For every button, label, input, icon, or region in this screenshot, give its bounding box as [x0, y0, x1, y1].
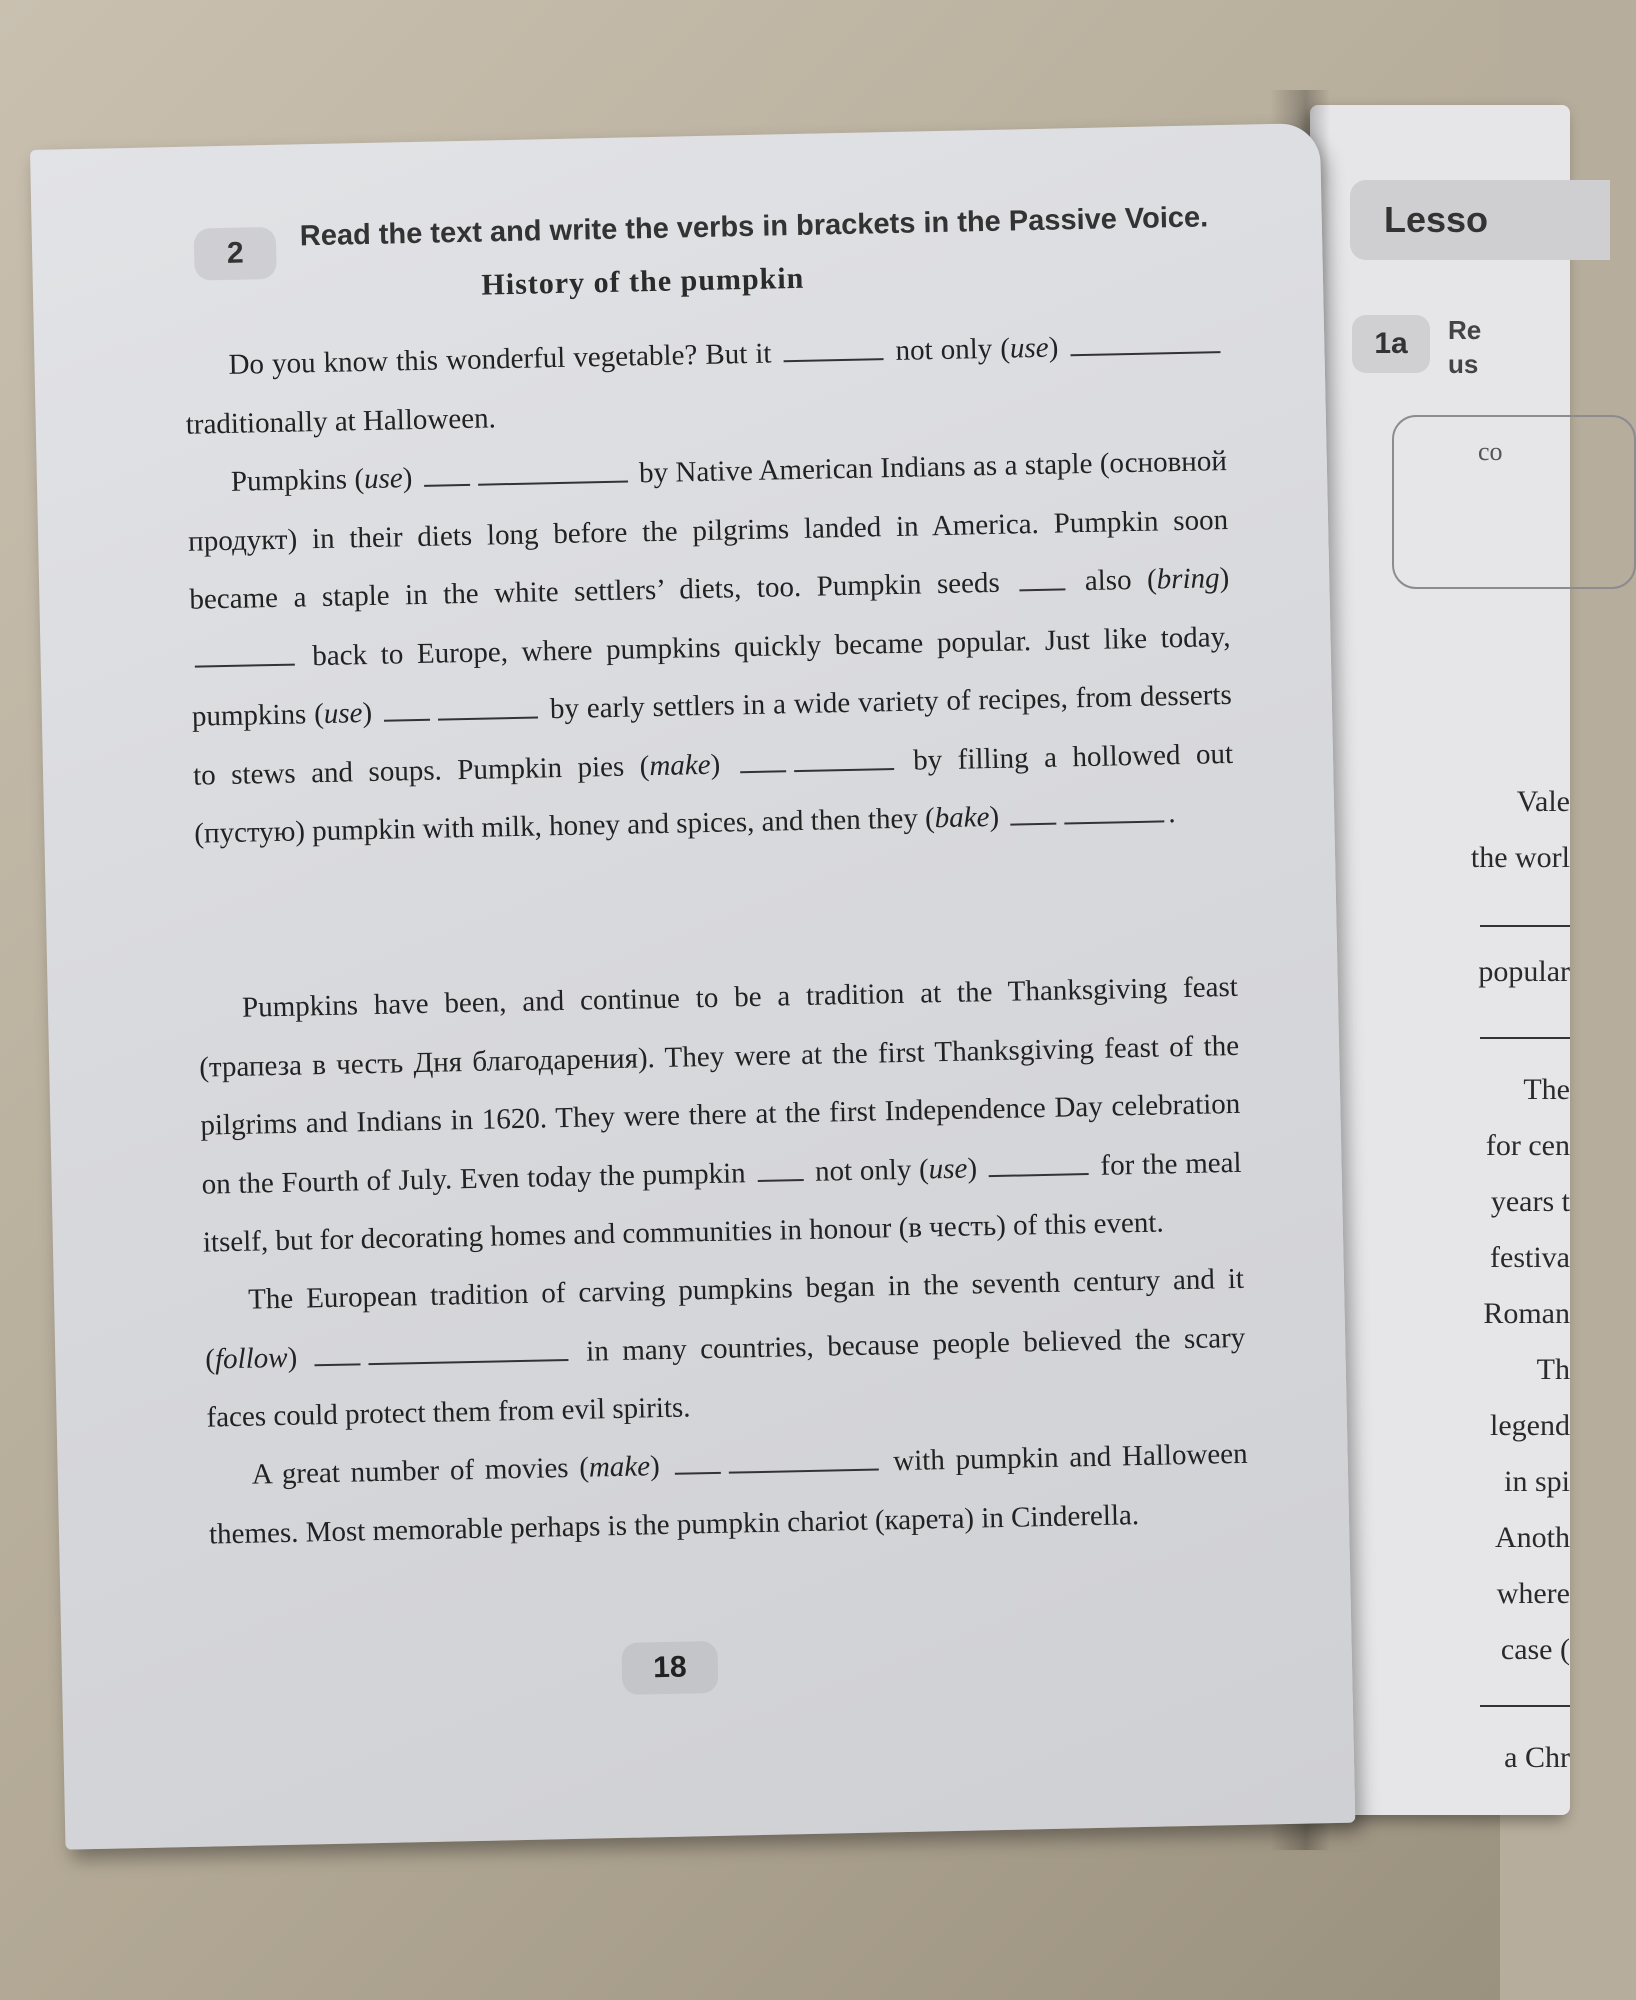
verb-hint: follow	[214, 1341, 288, 1375]
exercise-1a-instruction	[1448, 313, 1568, 381]
answer-blank[interactable]	[794, 767, 894, 772]
answer-blank	[1480, 1705, 1570, 1707]
answer-blank[interactable]	[195, 662, 295, 667]
right-line: years t	[1490, 1185, 1570, 1218]
answer-blank[interactable]	[1019, 587, 1065, 591]
paragraph-1	[184, 315, 1226, 454]
text-segment: A great number of movies (	[251, 1451, 590, 1491]
right-line: Th	[1536, 1353, 1570, 1386]
right-line: Roman	[1483, 1297, 1570, 1330]
text-segment: by early settlers in a wide variety of recipes, from desserts to stews and soups. Pumpkin pies (	[192, 678, 1233, 792]
verb-hint: make	[588, 1450, 651, 1484]
answer-blank[interactable]	[757, 1178, 803, 1182]
text-segment: )	[1219, 561, 1230, 595]
page-number: 18	[621, 1641, 718, 1695]
text-segment: traditionally at Halloween.	[185, 401, 497, 441]
text-segment: Pumpkins (	[230, 463, 365, 498]
right-line: The	[1523, 1073, 1570, 1106]
right-line: Vale	[1516, 785, 1570, 818]
exercise-1a-line-1: Re	[1448, 315, 1482, 345]
right-line: festiva	[1490, 1241, 1570, 1274]
right-line: in spi	[1504, 1465, 1570, 1498]
verb-hint: bring	[1156, 562, 1220, 596]
word-box-text: co	[1478, 437, 1503, 466]
word-box	[1392, 415, 1636, 589]
paragraph-3	[197, 958, 1243, 1272]
text-segment: not only (	[814, 1152, 930, 1188]
answer-blank[interactable]	[989, 1172, 1089, 1177]
verb-hint: use	[1009, 331, 1049, 365]
right-line: where	[1496, 1577, 1570, 1610]
verb-hint: use	[928, 1152, 968, 1185]
text-segment: .	[1167, 797, 1176, 830]
text-segment: The European tradition of carving pumpkins began in the seventh century and it (	[205, 1262, 1245, 1376]
paragraph-4	[204, 1250, 1247, 1447]
right-line: popular	[1478, 955, 1570, 988]
answer-blank[interactable]	[675, 1471, 721, 1475]
answer-blank[interactable]	[1064, 819, 1164, 824]
text-segment: )	[710, 748, 721, 781]
answer-blank[interactable]	[315, 1362, 361, 1366]
text-segment: in many countries, because people believed the scary faces could protect them from evil spirits.	[206, 1321, 1246, 1434]
right-line: Anoth	[1495, 1521, 1570, 1554]
text-segment: )	[402, 462, 413, 495]
text-segment: for the meal itself, but for decorating homes and communities in honour (в честь) of this event.	[202, 1146, 1242, 1259]
answer-blank[interactable]	[424, 483, 470, 487]
answer-blank[interactable]	[478, 480, 628, 486]
left-page	[30, 123, 1355, 1850]
answer-blank[interactable]	[384, 718, 430, 722]
paragraph-2	[186, 432, 1234, 863]
verb-hint: use	[363, 462, 404, 496]
exercise-1a-line-2: us	[1448, 349, 1479, 379]
right-line: for cen	[1485, 1129, 1570, 1162]
exercise-instruction: Read the text and write the verbs in brackets in the Passive Voice.	[299, 201, 1209, 253]
text-segment: )	[287, 1341, 298, 1374]
answer-blank[interactable]	[784, 357, 884, 362]
text-segment: )	[967, 1151, 978, 1185]
text-segment: also (	[1084, 563, 1158, 598]
exercise-number-badge: 2	[194, 227, 277, 281]
text-segment: )	[989, 800, 1000, 834]
right-line: the worl	[1470, 841, 1570, 874]
answer-blank[interactable]	[729, 1468, 879, 1474]
lesson-tab: Lesso	[1350, 180, 1610, 260]
text-segment: by filling a hollowed out (пустую) pumpkin with milk, honey and spices, and then they (	[194, 737, 1234, 850]
answer-blank[interactable]	[1071, 350, 1221, 356]
verb-hint: make	[649, 748, 711, 782]
exercise-badge-1a: 1a	[1352, 315, 1430, 373]
text-segment: not only (	[895, 332, 1011, 367]
answer-blank[interactable]	[438, 715, 538, 720]
answer-blank[interactable]	[369, 1357, 569, 1364]
text-segment: Pumpkins have been, and continue to be a tradition at the Thanksgiving feast (трапеза в честь Дня благодарения). They were at the first Thanksgiving feast of the pilgrims and Indians in 1620. They were there at the first Independence Day celebration on the Fourth of July. Even today the pumpkin	[198, 970, 1241, 1201]
right-line: legend	[1490, 1409, 1570, 1442]
answer-blank[interactable]	[740, 769, 786, 773]
text-segment: )	[362, 696, 373, 730]
text-segment: Do you know this wonderful vegetable? But it	[228, 337, 772, 381]
right-line: case (	[1500, 1633, 1570, 1666]
paragraph-5	[207, 1425, 1249, 1564]
answer-blank	[1480, 1037, 1570, 1039]
answer-blank	[1480, 925, 1570, 927]
text-segment: )	[1048, 331, 1059, 364]
text-segment: by Native American Indians as a staple (основной продукт) in their diets long before the pilgrims landed in America. Pumpkin soon became a staple in the white settlers’ diets, too. Pumpkin seeds	[187, 445, 1229, 616]
text-title: History of the pumpkin	[481, 261, 805, 302]
right-line: a Chr	[1504, 1741, 1570, 1774]
verb-hint: use	[323, 697, 363, 730]
text-segment: back to Europe, where pumpkins quickly became popular. Just like today, pumpkins (	[191, 620, 1231, 733]
text-segment: with pumpkin and Halloween themes. Most memorable perhaps is the pumpkin chariot (карета) in Cinderella.	[208, 1437, 1248, 1551]
verb-hint: bake	[934, 801, 990, 835]
text-segment: )	[649, 1450, 661, 1483]
answer-blank[interactable]	[1010, 822, 1056, 826]
